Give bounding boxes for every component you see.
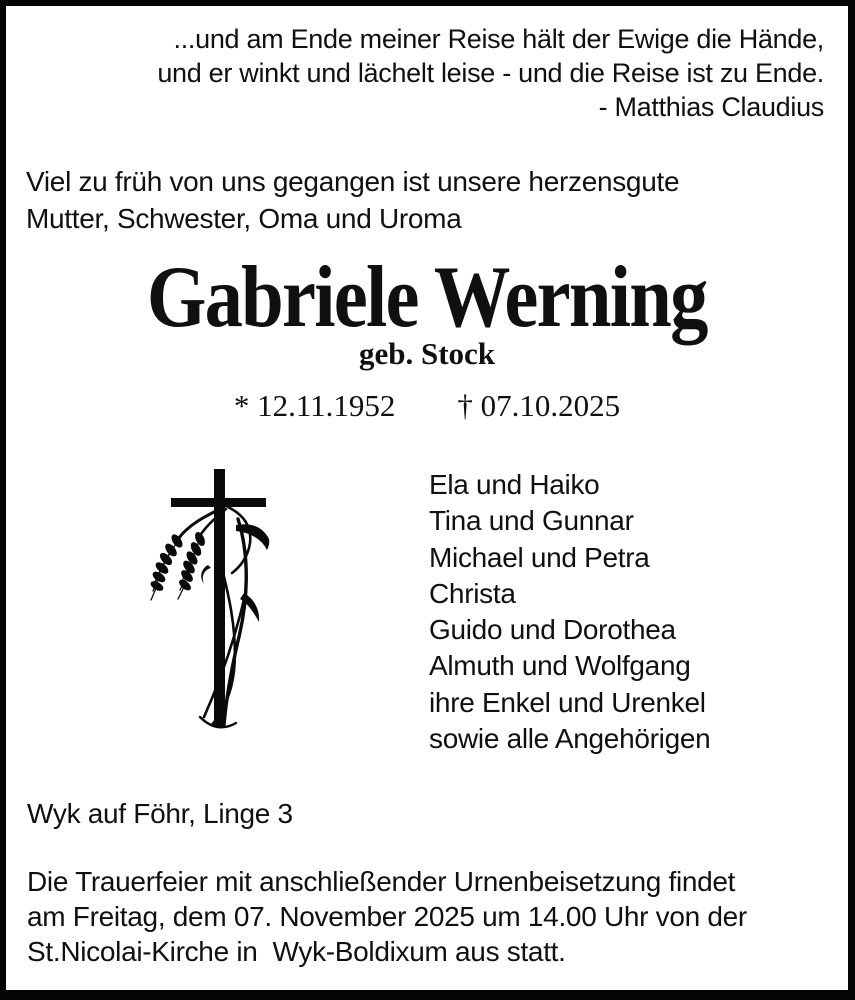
life-dates (6, 388, 848, 424)
funeral-line: St.Nicolai-Kirche in Wyk-Boldixum aus statt. (27, 936, 566, 967)
opening-quote (66, 22, 824, 124)
intro-paragraph (26, 163, 679, 237)
death-date: † 07.10.2025 (457, 388, 621, 423)
birth-name: geb. Stock (358, 336, 496, 371)
cross-with-wheat-icon (146, 461, 316, 751)
funeral-line: am Freitag, dem 07. November 2025 um 14.00 Uhr von der (27, 901, 747, 932)
funeral-line: Die Trauerfeier mit anschließender Urnenbeisetzung findet (27, 866, 736, 897)
quote-line: und er winkt und lächelt leise - und die Reise ist zu Ende. (157, 58, 824, 88)
funeral-info (27, 864, 818, 969)
mourners-list (429, 467, 710, 757)
intro-line: Mutter, Schwester, Oma und Uroma (26, 203, 462, 234)
mourner-line: sowie alle Angehörigen (429, 723, 711, 755)
deceased-name-row (6, 249, 848, 346)
mourner-line: ihre Enkel und Urenkel (429, 686, 706, 718)
mourner-line: Ela und Haiko (429, 469, 600, 500)
mourner-line: Almuth und Wolfgang (429, 650, 691, 682)
mourner-line: Michael und Petra (429, 541, 650, 573)
deceased-name: Gabriele Werning (147, 249, 707, 346)
quote-attribution: - Matthias Claudius (598, 92, 824, 122)
birth-date: * 12.11.1952 (233, 388, 396, 423)
mourner-line: Christa (429, 577, 516, 609)
mourner-line: Tina und Gunnar (429, 505, 634, 537)
address-line: Wyk auf Föhr, Linge 3 (27, 798, 293, 829)
mourner-line: Guido und Dorothea (429, 614, 676, 646)
intro-line: Viel zu früh von uns gegangen ist unsere herzensgute (26, 166, 680, 197)
quote-line: ...und am Ende meiner Reise hält der Ewige die Hände, (173, 24, 824, 54)
